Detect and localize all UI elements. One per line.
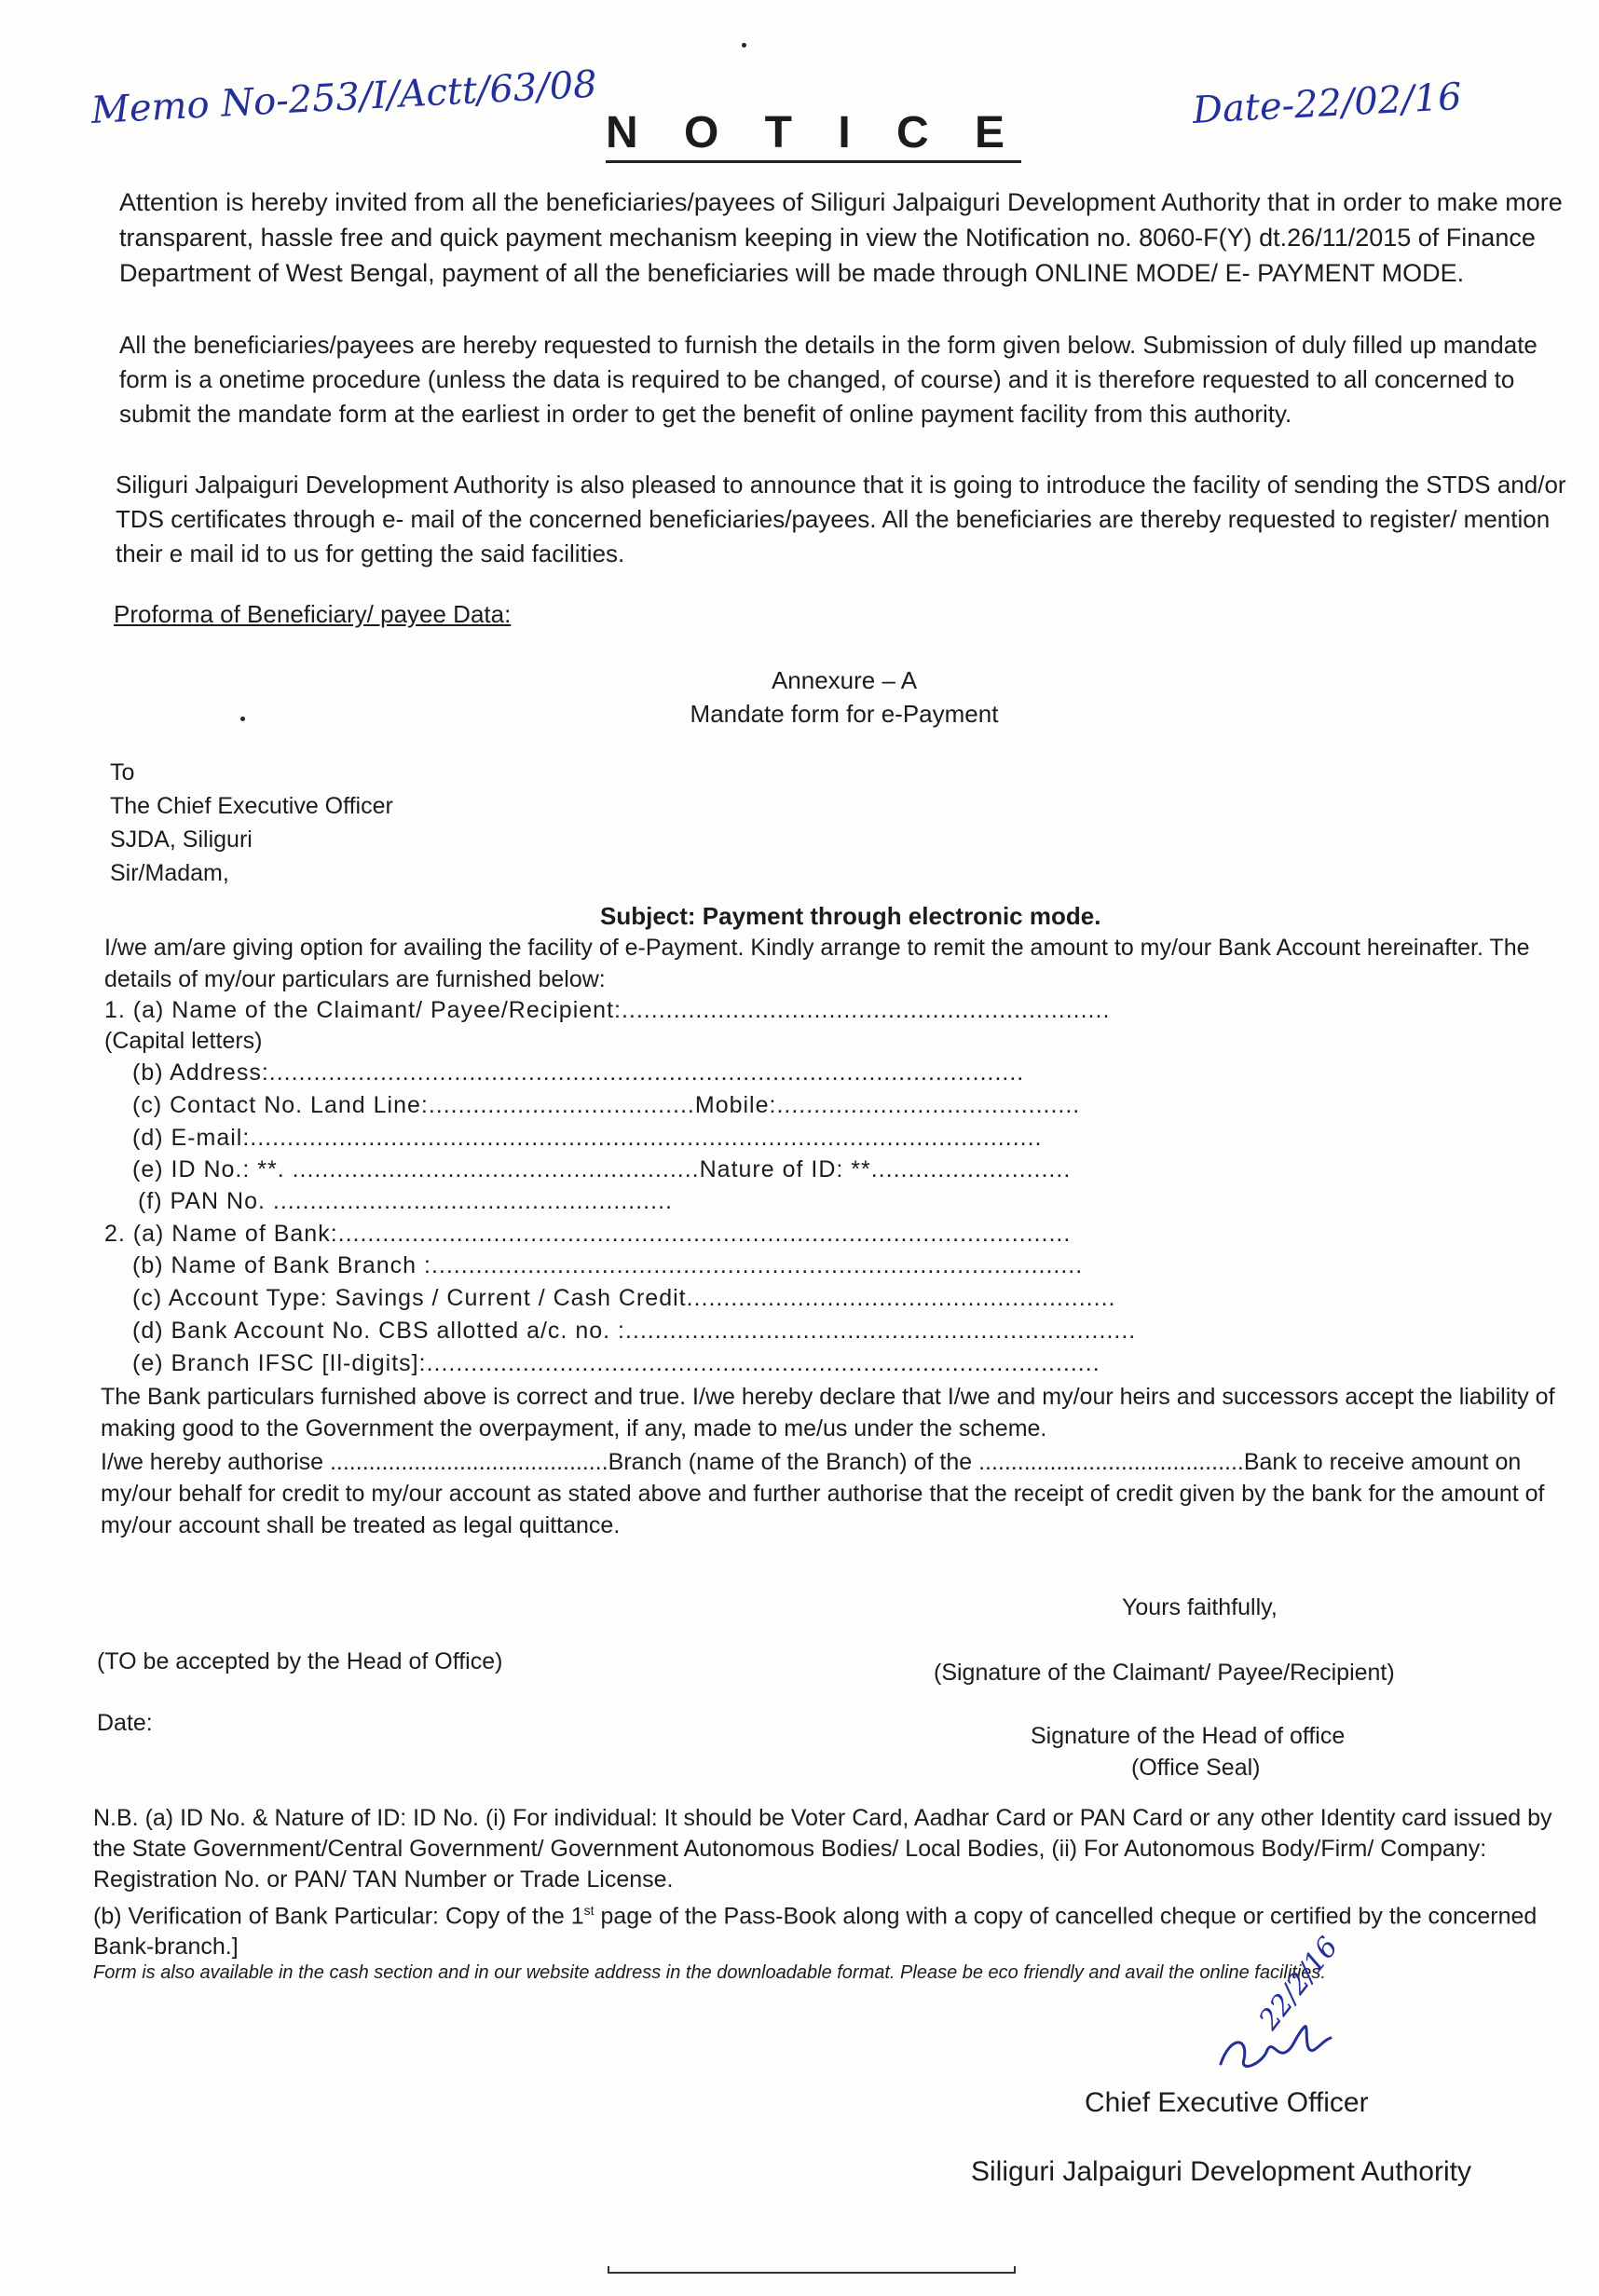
field-id-no[interactable]: (e) ID No.: **. .......................................................Nature of ID: **...........................	[132, 1156, 1072, 1182]
signature-date: 22/2/16	[1252, 1931, 1346, 2036]
bottom-rule	[608, 2266, 1016, 2274]
office-seal-label: (Office Seal)	[1131, 1755, 1261, 1781]
footer-note: Form is also available in the cash section and in our website address in the downloadable format. Please be eco friendly and avail the online facilities.	[93, 1962, 1326, 1983]
field-account-type[interactable]: (c) Account Type: Savings / Current / Cash Credit..........................................................	[132, 1285, 1116, 1311]
field-capital-note: (Capital letters)	[104, 1028, 263, 1054]
nb-note-a: N.B. (a) ID No. & Nature of ID: ID No. (i) For individual: It should be Voter Card, Aadhar Card or PAN Card or any other Identity card issued by the State Government/Central Government/ Government Autonomous Bodies/ Local Bodies, (ii) For Autonomous Body/Firm/ Company: Registration No. or PAN/ TAN Number or Trade License.	[93, 1805, 1552, 1893]
memo-number: Memo No-253/I/Actt/63/08	[89, 62, 598, 132]
salutation: Sir/Madam,	[110, 860, 229, 886]
notice-date: Date-22/02/16	[1191, 75, 1463, 132]
field-email[interactable]: (d) E-mail:...........................................................................................................	[132, 1125, 1043, 1151]
subject-line: Subject: Payment through electronic mode.	[600, 902, 1101, 930]
address-org: SJDA, Siliguri	[110, 827, 253, 853]
dot-mark	[240, 717, 245, 721]
nb-note-b-sup: st	[583, 1903, 594, 1918]
accepted-by-head: (TO be accepted by the Head of Office)	[97, 1648, 503, 1674]
intro-paragraph-3: Siliguri Jalpaiguri Development Authority is also pleased to announce that it is going to introduce the facility of sending the STDS and/or TDS certificates through e- mail of the concerned beneficiaries/payees. All the beneficiaries are thereby requested to register/ mention their e mail id to us for getting the said facilities.	[116, 471, 1566, 567]
field-pan-no[interactable]: (f) PAN No. ......................................................	[138, 1188, 673, 1214]
intro-paragraph-1: Attention is hereby invited from all the beneficiaries/payees of Siliguri Jalpaiguri Development Authority that in order to make more transparent, hassle free and quick payment mechanism keeping in view the Notification no. 8060-F(Y) dt.26/11/2015 of Finance Department of West Bengal, payment of all the beneficiaries will be made through ONLINE MODE/ E- PAYMENT MODE.	[119, 188, 1563, 287]
proforma-heading: Proforma of Beneficiary/ payee Data:	[114, 600, 512, 628]
annexure-subtitle: Mandate form for e-Payment	[690, 700, 999, 728]
field-bank-name[interactable]: 2. (a) Name of Bank:...................................................................................................	[104, 1221, 1072, 1247]
field-contact[interactable]: (c) Contact No. Land Line:....................................Mobile:.........................................	[132, 1092, 1081, 1118]
nb-note-b-text: (b) Verification of Bank Particular: Copy of the 1	[93, 1903, 584, 1930]
date-label: Date:	[97, 1710, 153, 1736]
signature-mark	[1211, 1999, 1398, 2092]
address-officer: The Chief Executive Officer	[110, 793, 393, 819]
yours-faithfully: Yours faithfully,	[1122, 1594, 1278, 1620]
head-signature-label: Signature of the Head of office	[1031, 1723, 1346, 1749]
notice-title: N O T I C E	[606, 107, 1021, 163]
nb-note-b-text-end: page of the Pass-Book along with a copy of cancelled cheque or certified by the concerned Bank-branch.]	[93, 1903, 1538, 1961]
signoff-title: Chief Executive Officer	[1085, 2087, 1369, 2118]
field-address[interactable]: (b) Address:......................................................................................................	[132, 1059, 1025, 1086]
signoff-org: Siliguri Jalpaiguri Development Authority	[971, 2156, 1471, 2187]
annexure-title: Annexure – A	[771, 666, 918, 694]
address-to: To	[110, 759, 135, 786]
dot-mark	[742, 43, 746, 48]
nb-note-b	[93, 1895, 1575, 1962]
field-account-number[interactable]: (d) Bank Account No. CBS allotted a/c. no. :.....................................................................	[132, 1318, 1137, 1344]
field-claimant-name[interactable]: 1. (a) Name of the Claimant/ Payee/Recipient:..................................................................	[104, 997, 1111, 1023]
authorise-text: I/we hereby authorise ...........................................Branch (name of the Branch) of the .........................................Bank to receive amount on my/our behalf for credit to my/our account as stated above and further authorise that the receipt of credit given by the bank for the amount of my/our account shall be treated as legal quittance.	[101, 1449, 1545, 1538]
declaration-text: The Bank particulars furnished above is correct and true. I/we hereby declare that I/we and my/our heirs and successors accept the liability of making good to the Government the overpayment, if any, made to me/us under the scheme.	[101, 1384, 1555, 1442]
field-ifsc[interactable]: (e) Branch IFSC [Il-digits]:...........................................................................................	[132, 1350, 1100, 1376]
claimant-signature-label: (Signature of the Claimant/ Payee/Recipient)	[934, 1660, 1395, 1686]
option-text: I/we am/are giving option for availing the facility of e-Payment. Kindly arrange to remit the amount to my/our Bank Account hereinafter. The details of my/our particulars are furnished below:	[104, 935, 1530, 992]
field-bank-branch[interactable]: (b) Name of Bank Branch :........................................................................................	[132, 1252, 1084, 1278]
intro-paragraph-2: All the beneficiaries/payees are hereby requested to furnish the details in the form given below. Submission of duly filled up mandate form is a onetime procedure (unless the data is required to be changed, of course) and it is therefore requested to all concerned to submit the mandate form at the earliest in order to get the benefit of online payment facility from this authority.	[119, 331, 1538, 428]
